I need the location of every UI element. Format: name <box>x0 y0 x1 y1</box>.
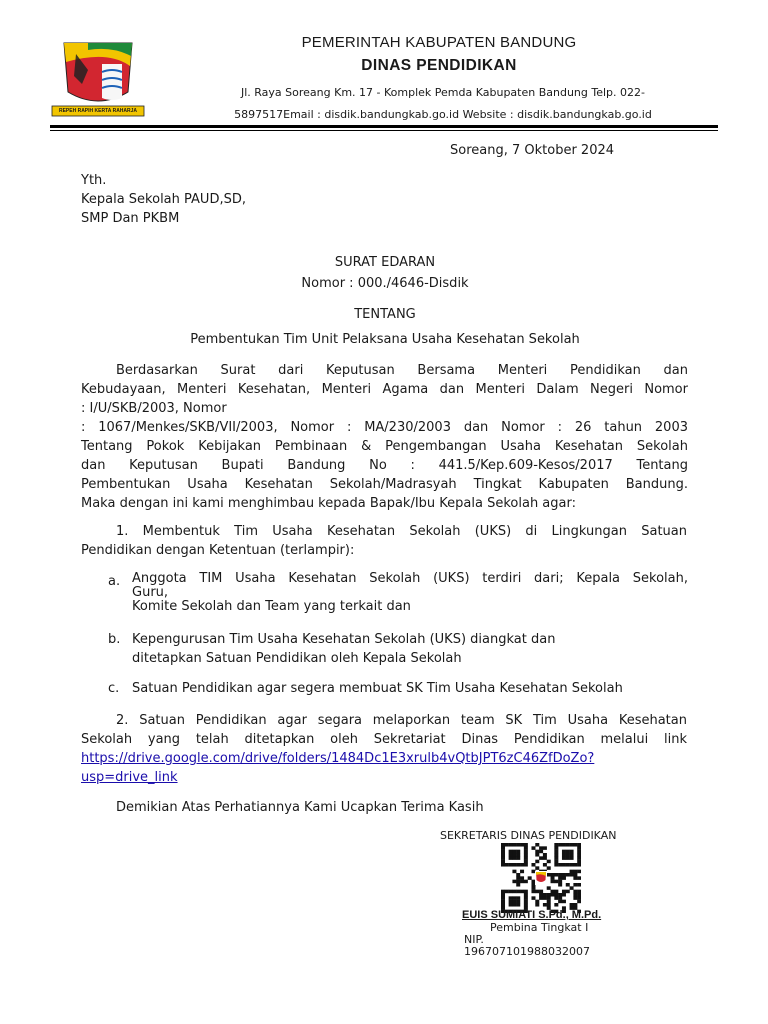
list-item-1 <box>81 522 687 560</box>
nip-label: NIP. <box>464 933 484 946</box>
list-item-line: 1. Membentuk Tim Usaha Kesehatan Sekolah (UKS) di Lingkungan Satuan <box>116 524 687 539</box>
letter-number: Nomor : 000./4646-Disdik <box>301 276 469 291</box>
paragraph-line: dan Keputusan Bupati Bandung No : 441.5/Kep.609-Kesos/2017 Tentang <box>81 458 688 473</box>
recipient-line-1: Kepala Sekolah PAUD,SD, <box>81 192 246 207</box>
sub-item-line: Guru, <box>132 585 169 600</box>
closing-sentence: Demikian Atas Perhatiannya Kami Ucapkan Terima Kasih <box>116 800 484 815</box>
paragraph-line: Maka dengan ini kami menghimbau kepada Bapak/Ibu Kepala Sekolah agar: <box>81 496 576 511</box>
recipient-block <box>81 171 246 228</box>
letter-type: SURAT EDARAN <box>334 255 436 270</box>
paragraph-line: Berdasarkan Surat dari Keputusan Bersama Menteri Pendidikan dan <box>116 363 688 378</box>
qr-code-icon <box>501 843 581 913</box>
address-line-2: 5897517Email : disdik.bandungkab.go.id Website : disdik.bandungkab.go.id <box>234 108 652 121</box>
drive-link[interactable] <box>81 749 687 787</box>
signatory-title: SEKRETARIS DINAS PENDIDIKAN <box>440 829 617 842</box>
logo-motto: REPEH RAPIH KERTA RAHARJA <box>58 108 138 114</box>
address-block <box>218 82 668 126</box>
letter-subject: Pembentukan Tim Unit Pelaksana Usaha Kesehatan Sekolah <box>190 332 580 347</box>
list-item-line: Pendidikan dengan Ketentuan (terlampir): <box>81 543 355 558</box>
paragraph-line: Tentang Pokok Kebijakan Pembinaan & Pengembangan Usaha Kesehatan Sekolah <box>81 439 688 454</box>
list-item-line: Sekolah yang telah ditetapkan oleh Sekretariat Dinas Pendidikan melalui link <box>81 732 687 747</box>
paragraph-line: Kebudayaan, Menteri Kesehatan, Menteri Agama dan Menteri Dalam Negeri Nomor <box>81 382 688 397</box>
government-name: PEMERINTAH KABUPATEN BANDUNG <box>301 34 577 51</box>
sub-item-marker: a. <box>108 574 121 589</box>
drive-link-line-1[interactable]: https://drive.google.com/drive/folders/1484Dc1E3xrulb4vQtbJPT6zC46ZfDoZo? <box>81 751 595 766</box>
sub-item-line: Kepengurusan Tim Usaha Kesehatan Sekolah (UKS) diangkat dan <box>132 632 556 647</box>
qr-code <box>501 843 581 913</box>
paragraph-line: Pembentukan Usaha Kesehatan Sekolah/Madrasyah Tingkat Kabupaten Bandung. <box>81 477 688 492</box>
recipient-line-2: SMP Dan PKBM <box>81 211 180 226</box>
sub-item-b <box>108 630 688 668</box>
letter-date: Soreang, 7 Oktober 2024 <box>450 143 615 158</box>
letter-about: TENTANG <box>354 307 416 322</box>
recipient-salutation: Yth. <box>81 173 107 188</box>
drive-link-line-2[interactable]: usp=drive_link <box>81 770 178 785</box>
sub-item-marker: c. <box>108 681 120 696</box>
signatory-rank: Pembina Tingkat I <box>490 921 589 934</box>
signatory-name: EUIS SUMIATI S.Pd., M.Pd. <box>462 909 602 921</box>
department-name: DINAS PENDIDIKAN <box>361 57 517 74</box>
sub-item-line: Satuan Pendidikan agar segera membuat SK Tim Usaha Kesehatan Sekolah <box>132 681 623 696</box>
header-rule-thick <box>50 125 718 128</box>
paragraph-basis <box>81 361 688 513</box>
paragraph-line: : 1067/Menkes/SKB/VII/2003, Nomor : MA/230/2003 dan Nomor : 26 tahun 2003 <box>81 420 688 435</box>
sub-item-c <box>108 679 688 698</box>
sub-item-line: ditetapkan Satuan Pendidikan oleh Kepala Sekolah <box>132 651 462 666</box>
sub-item-a <box>108 572 688 614</box>
nip-number: 196707101988032007 <box>464 945 590 958</box>
list-item-2 <box>81 711 687 787</box>
address-line-1: Jl. Raya Soreang Km. 17 - Komplek Pemda Kabupaten Bandung Telp. 022- <box>240 86 645 99</box>
list-item-line: 2. Satuan Pendidikan agar segara melaporkan team SK Tim Usaha Kesehatan <box>116 713 687 728</box>
sub-item-line: Anggota TIM Usaha Kesehatan Sekolah (UKS) terdiri dari; Kepala Sekolah, <box>132 571 688 586</box>
header-rule-thin <box>50 130 718 131</box>
paragraph-line: : I/U/SKB/2003, Nomor <box>81 401 227 416</box>
sub-item-marker: b. <box>108 632 121 647</box>
regency-logo <box>48 40 148 120</box>
sub-item-line: Komite Sekolah dan Team yang terkait dan <box>132 599 411 614</box>
